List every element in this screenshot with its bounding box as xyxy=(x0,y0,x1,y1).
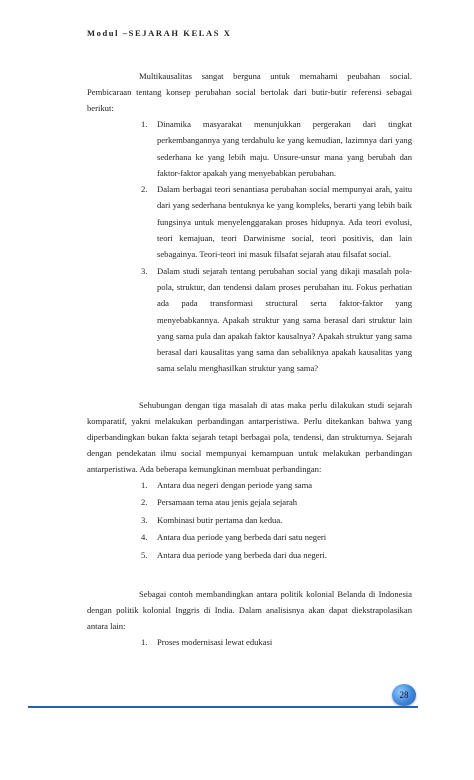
page-body xyxy=(87,68,412,652)
list-item xyxy=(87,494,412,512)
list-item-text: Dinamika masyarakat menunjukkan pergerakan dari tingkat perkembangannya yang terdahulu ke yang kemudian, lazimnya dari yang sederhana ke yang lebih maju. Unsure-unsur mana yang berubah dan faktor-faktor apakah yang menyebabkan perubahan. xyxy=(157,119,412,178)
list-item xyxy=(87,263,412,377)
list-item-number: 3. xyxy=(141,265,148,276)
list-item-text: Antara dua periode yang berbeda dari dua negeri. xyxy=(157,549,327,560)
list-item-text: Proses modernisasi lewat edukasi xyxy=(157,637,273,648)
list-item-text: Persamaan tema atau jenis gejala sejarah xyxy=(157,497,298,508)
list-item-number: 5. xyxy=(141,549,148,560)
list-item-text: Dalam studi sejarah tentang perubahan social yang dikaji masalah pola-pola, struktur, dan tendensi dalam proses perubahan itu. Fokus perhatian ada pada transformasi structural serta faktor-faktor yang menyebabkannya. Apakah struktur yang sama berasal dari struktur lain yang sama pula dan apakah faktor kausalnya? Apakah struktur yang sama berasal dari kausalitas yang sama dan sebaliknya apakah kausalitas yang sama selalu menghasilkan struktur yang sama? xyxy=(157,265,412,374)
perbandingan-list xyxy=(87,477,412,565)
list-item-text: Kombinasi butir pertama dan kedua. xyxy=(157,514,283,525)
footer-rule xyxy=(28,706,418,708)
list-item-number: 1. xyxy=(141,119,148,129)
list-item xyxy=(87,181,412,262)
list-item-number: 2. xyxy=(141,497,148,508)
comparative-paragraph: Sehubungan dengan tiga masalah di atas maka perlu dilakukan studi sejarah komparatif, yakni melakukan perbandingan antarperistiwa. Perlu ditekankan bahwa yang diperbandingkan bukan fakta sejarah tetapi berbagai pola, tendensi, dan strukturnya. Sejarah dengan pendekatan ilmu social mempunyai kemampuan untuk melakukan perbandingan antarperistiwa. Ada beberapa kemungkinan membuat perbandingan: xyxy=(87,399,412,474)
list-item-number: 3. xyxy=(141,514,148,525)
page-number: 28 xyxy=(399,690,409,700)
list-item xyxy=(87,547,412,565)
page-header-title: Modul –SEJARAH KELAS X xyxy=(87,28,232,38)
list-item-number: 4. xyxy=(141,532,148,543)
list-item-text: Antara dua negeri dengan periode yang sama xyxy=(157,479,313,490)
referensi-list xyxy=(87,116,412,377)
example-paragraph: Sebagai contoh membandingkan antara politik kolonial Belanda di Indonesia dengan politik kolonial Inggris di India. Dalam analisisnya akan dapat diekstrapolasikan antara lain: xyxy=(87,589,412,632)
page-number-badge xyxy=(392,684,416,706)
list-item-number: 1. xyxy=(141,637,148,648)
list-item-number: 2. xyxy=(141,184,148,195)
ekstrapolasi-list xyxy=(87,634,412,652)
list-item xyxy=(87,512,412,530)
list-item xyxy=(87,477,412,495)
list-item-number: 1. xyxy=(141,479,148,490)
list-item-text: Antara dua periode yang berbeda dari satu negeri xyxy=(157,532,327,543)
list-item xyxy=(87,634,412,652)
list-item xyxy=(87,116,412,181)
list-item xyxy=(87,529,412,547)
list-item-text: Dalam berbagai teori senantiasa perubahan social mempunyai arah, yaitu dari yang sederhana bentuknya ke yang kompleks, berarti yang lebih baik fungsinya untuk menyelenggarakan proses hidupnya. Ada teori evolusi, teori kemajuan, teori Darwinisme social, teori positivis, dan lain sebagainya. Teori-teori ini masuk filsafat sejarah atau filsafat social. xyxy=(157,184,412,260)
intro-paragraph: Multikausalitas sangat berguna untuk memahami peubahan social. Pembicaraan tentang konsep perubahan social bertolak dari butir-butir referensi sebagai berikut: xyxy=(87,71,412,113)
